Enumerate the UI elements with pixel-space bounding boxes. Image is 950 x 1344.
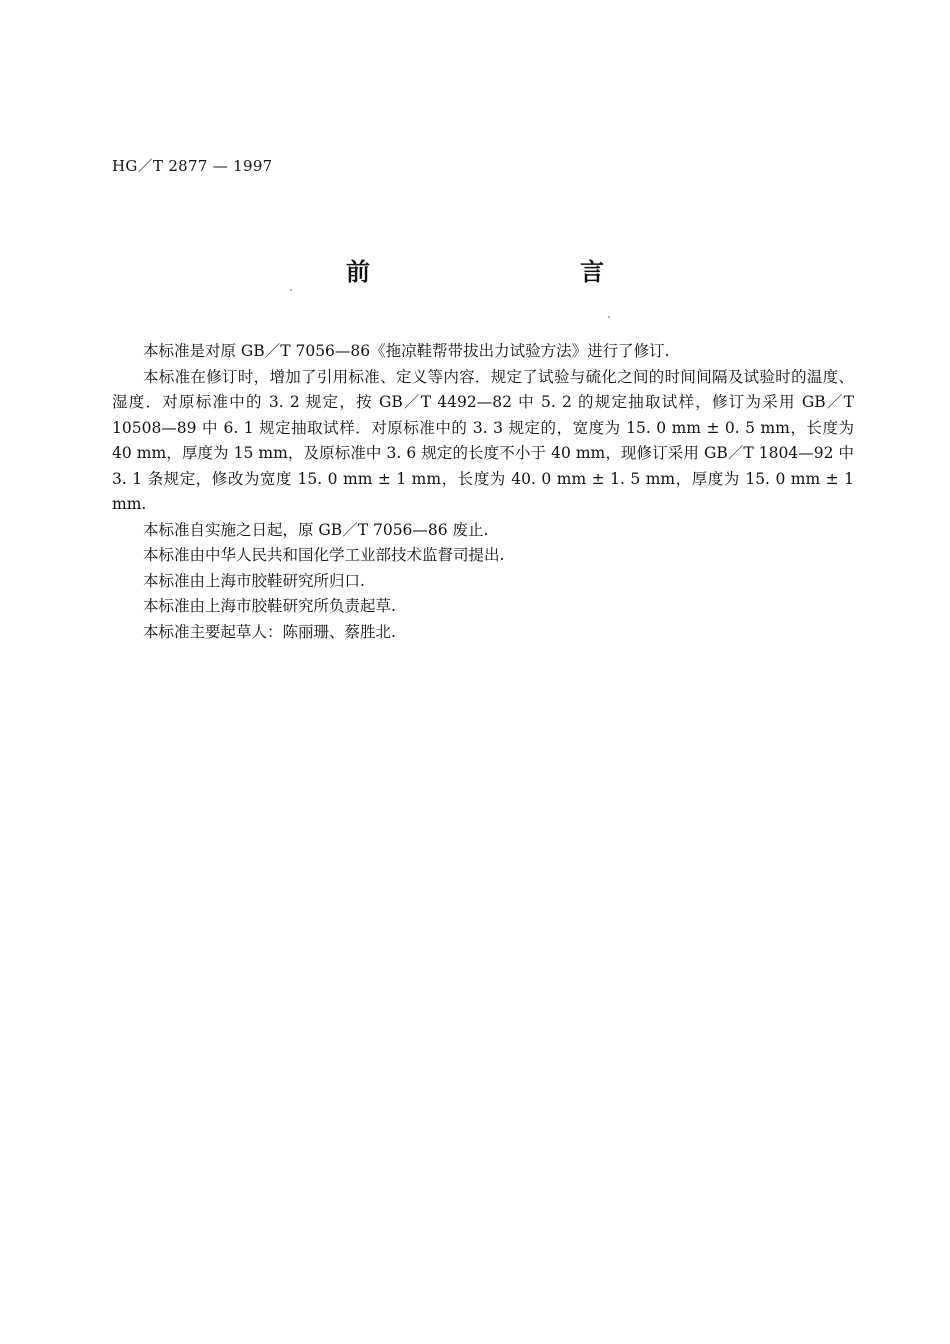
- standard-code: HG／T 2877 — 1997: [112, 157, 273, 175]
- document-body: [112, 339, 854, 645]
- paragraph-centralized-unit: 本标准由上海市胶鞋研究所归口.: [143, 571, 365, 590]
- paragraph-abolition: 本标准自实施之日起，原 GB／T 7056—86 废止.: [143, 520, 489, 539]
- scan-speck: [608, 316, 610, 318]
- paragraph-drafting-unit: 本标准由上海市胶鞋研究所负责起草.: [143, 597, 396, 615]
- paragraph-revision-summary: 本标准是对原 GB／T 7056—86《拖凉鞋帮带拔出力试验方法》进行了修订.: [143, 342, 670, 360]
- page-title: 前 言: [346, 258, 658, 286]
- paragraph-drafters: 本标准主要起草人：陈丽珊、蔡胜北.: [143, 622, 396, 641]
- paragraph-revision-details: 本标准在修订时，增加了引用标准、定义等内容．规定了试验与硫化之间的时间间隔及试验时的温度、湿度．对原标准中的 3. 2 规定，按 GB／T 4492—82 中 5. 2 的规定抽取试样，修订为采用 GB／T 10508—89 中 6. 1 规定抽取试样．对原标准中的 3. 3 规定的，宽度为 15. 0 mm ± 0. 5 mm，长度为 40 mm，厚度为 15 mm，及原标准中 3. 6 规定的长度不小于 40 mm，现修订采用 GB／T 1804—92 中 3. 1 条规定，修改为宽度 15. 0 mm ± 1 mm，长度为 40. 0 mm ± 1. 5 mm，厚度为 15. 0 mm ± 1 mm.: [112, 367, 854, 513]
- scan-speck: [290, 289, 292, 291]
- paragraph-proposer: 本标准由中华人民共和国化学工业部技术监督司提出.: [143, 546, 505, 564]
